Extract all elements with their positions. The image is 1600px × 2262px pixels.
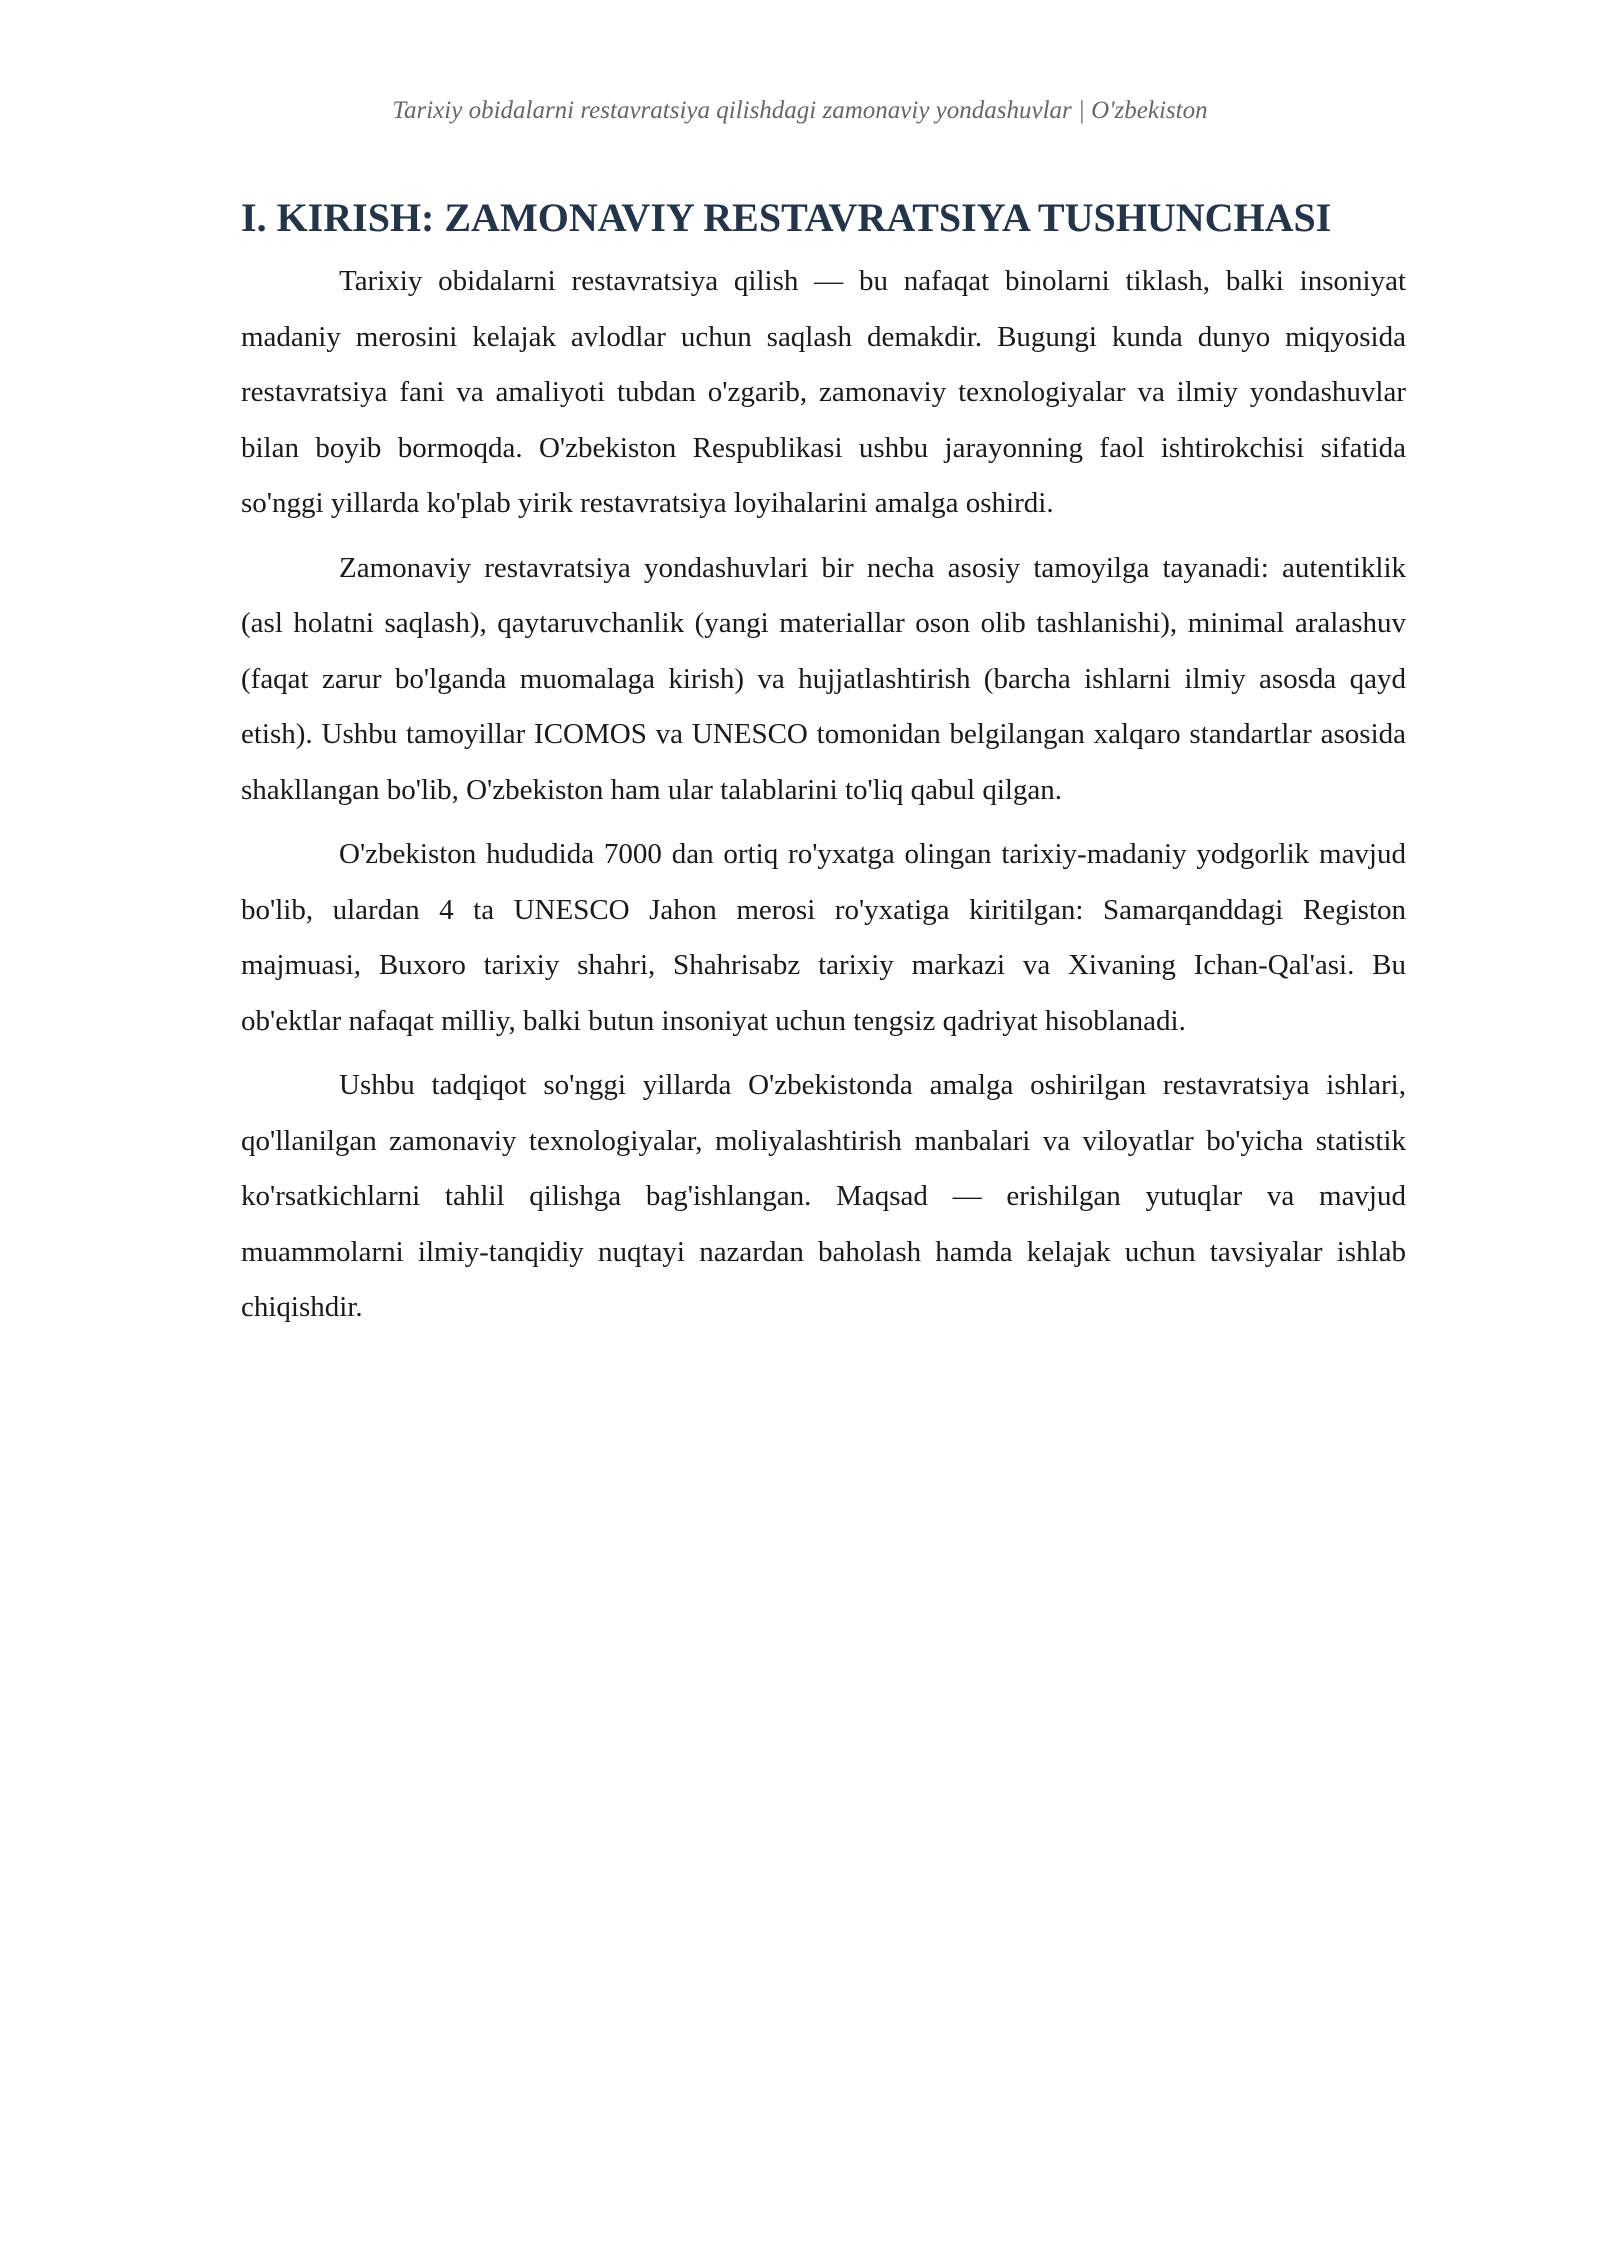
paragraph-4: Ushbu tadqiqot so'nggi yillarda O'zbekistonda amalga oshirilgan restavratsiya ishlari, qo'llanilgan zamonaviy texnologiyalar, moliyalashtirish manbalari va viloyatlar bo'yicha statistik ko'rsatkichlarni tahlil qilishga bag'ishlangan. Maqsad — erishilgan yutuqlar va mavjud muammolarni ilmiy-tanqidiy nuqtayi nazardan baholash hamda kelajak uchun tavsiyalar ishlab chiqishdir. <box>241 1069 1406 1323</box>
running-header: Tarixiy obidalarni restavratsiya qilishdagi zamonaviy yondashuvlar | O'zbekiston <box>392 97 1208 124</box>
section-introduction <box>241 190 1406 1345</box>
paragraph-2: Zamonaviy restavratsiya yondashuvlari bir necha asosiy tamoyilga tayanadi: autentiklik (asl holatni saqlash), qaytaruvchanlik (yangi materiallar oson olib tashlanishi), minimal aralashuv (faqat zarur bo'lganda muomalaga kirish) va hujjatlashtirish (barcha ishlarni ilmiy asosda qayd etish). Ushbu tamoyillar ICOMOS va UNESCO tomonidan belgilangan xalqaro standartlar asosida shakllangan bo'lib, O'zbekiston ham ular talablarini to'liq qabul qilgan. <box>241 551 1406 806</box>
paragraph-1: Tarixiy obidalarni restavratsiya qilish — bu nafaqat binolarni tiklash, balki insoniyat madaniy merosini kelajak avlodlar uchun saqlash demakdir. Bugungi kunda dunyo miqyosida restavratsiya fani va amaliyoti tubdan o'zgarib, zamonaviy texnologiyalar va ilmiy yondashuvlar bilan boyib bormoqda. O'zbekiston Respublikasi ushbu jarayonning faol ishtirokchisi sifatida so'nggi yillarda ko'plab yirik restavratsiya loyihalarini amalga oshirdi. <box>241 265 1406 519</box>
section-title: I. KIRISH: ZAMONAVIY RESTAVRATSIYA TUSHUNCHASI <box>241 195 1332 240</box>
paragraph-3: O'zbekiston hududida 7000 dan ortiq ro'yxatga olingan tarixiy-madaniy yodgorlik mavjud bo'lib, ulardan 4 ta UNESCO Jahon merosi ro'yxatiga kiritilgan: Samarqanddagi Registon majmuasi, Buxoro tarixiy shahri, Shahrisabz tarixiy markazi va Xivaning Ichan-Qal'asi. Bu ob'ektlar nafaqat milliy, balki butun insoniyat uchun tengsiz qadriyat hisoblanadi. <box>241 838 1406 1037</box>
